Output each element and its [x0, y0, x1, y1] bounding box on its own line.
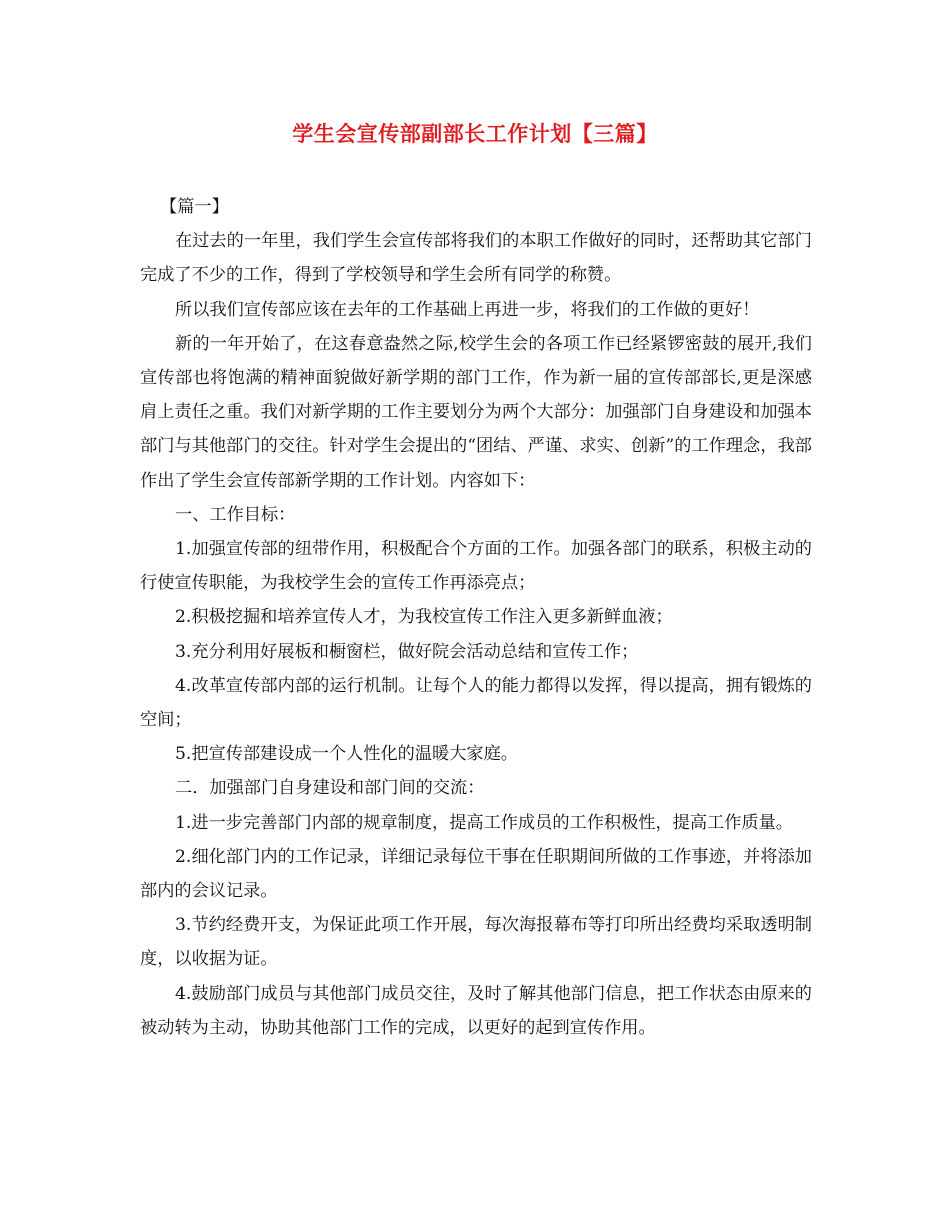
- section-heading: 【篇一】: [160, 197, 229, 217]
- paragraph: 1.加强宣传部的纽带作用，积极配合个方面的工作。加强各部门的联系，积极主动的行使宣传职能，为我校学生会的宣传工作再添亮点；: [140, 539, 812, 594]
- paragraph: 一、工作目标：: [175, 504, 296, 525]
- paragraph: 3.节约经费开支，为保证此项工作开展，每次海报幕布等打印所出经费均采取透明制度，以收据为证。: [140, 915, 812, 970]
- document-title: 学生会宣传部副部长工作计划【三篇】: [292, 121, 658, 146]
- paragraph: 2.积极挖掘和培养宣传人才，为我校宣传工作注入更多新鲜血液；: [175, 607, 673, 628]
- paragraph: 4.改革宣传部内部的运行机制。让每个人的能力都得以发挥，得以提高，拥有锻炼的空间；: [140, 675, 812, 731]
- paragraph: 二．加强部门自身建设和部门间的交流：: [175, 778, 485, 799]
- paragraph: 5.把宣传部建设成一个人性化的温暖大家庭。: [175, 744, 518, 765]
- paragraph: 新的一年开始了，在这春意盎然之际,校学生会的各项工作已经紧锣密鼓的展开,我们宣传部也将饱满的精神面貌做好新学期的部门工作，作为新一届的宣传部部长,更是深感肩上责任之重。我们对新学期的工作主要划分为两个大部分：加强部门自身建设和加强本部门与其他部门的交往。针对学生会提出的“团结、严谨、求实、创新”的工作理念，我部作出了学生会宣传部新学期的工作计划。内容如下：: [140, 333, 812, 491]
- paragraph: 在过去的一年里，我们学生会宣传部将我们的本职工作做好的同时，还帮助其它部门完成了不少的工作，得到了学校领导和学生会所有同学的称赞。: [140, 231, 812, 286]
- paragraph: 4.鼓励部门成员与其他部门成员交往，及时了解其他部门信息，把工作状态由原来的被动转为主动，协助其他部门工作的完成，以更好的起到宣传作用。: [140, 983, 812, 1038]
- paragraph: 3.充分利用好展板和橱窗栏，做好院会活动总结和宣传工作；: [175, 641, 639, 662]
- paragraph: 2.细化部门内的工作记录，详细记录每位干事在任职期间所做的工作事迹，并将添加部内的会议记录。: [140, 846, 812, 902]
- paragraph: 所以我们宣传部应该在去年的工作基础上再进一步，将我们的工作做的更好！: [175, 299, 760, 320]
- paragraph: 1.进一步完善部门内部的规章制度，提高工作成员的工作积极性，提高工作质量。: [175, 812, 793, 833]
- document-body: [140, 190, 812, 1045]
